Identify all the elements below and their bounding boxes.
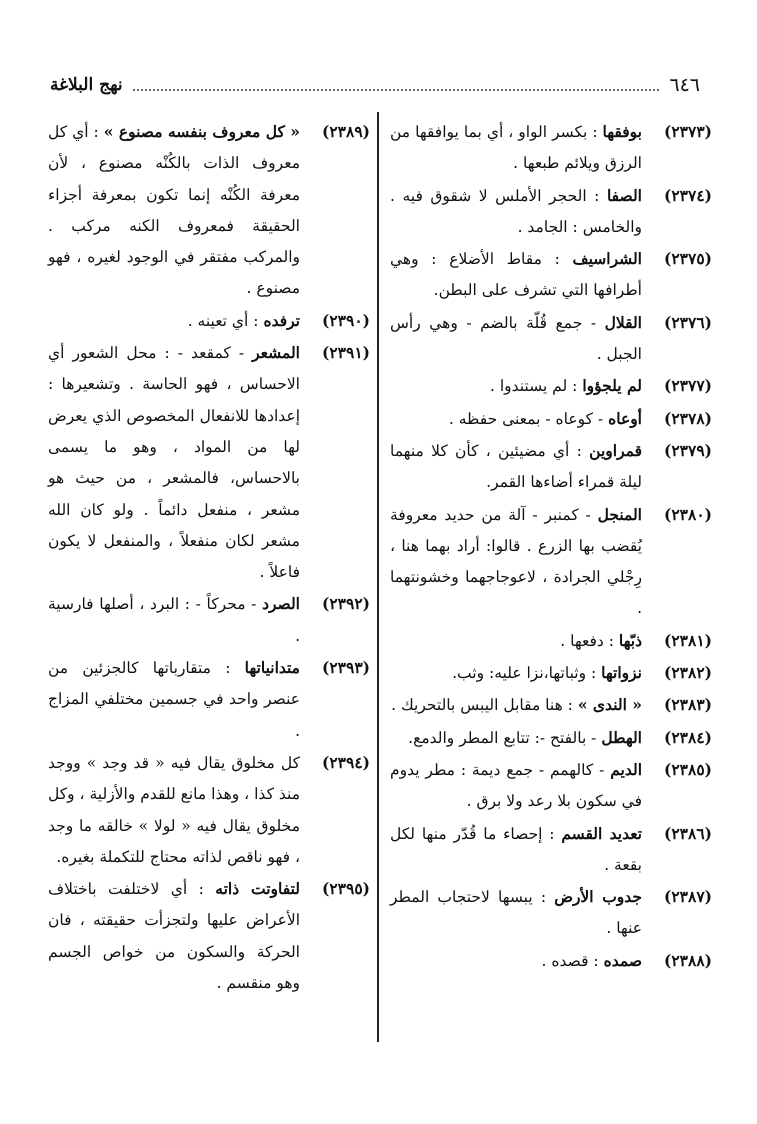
note-body (390, 657, 642, 689)
note-headword: ترفده (263, 310, 300, 330)
note-headword: قمراوين (589, 440, 642, 460)
note-number: (٢٣٧٧) (664, 376, 712, 396)
note-entry (48, 337, 370, 588)
note-headword: الديم (610, 759, 642, 779)
note-body (390, 689, 642, 721)
note-text: : أي كل معروف الذات بالكُنْه مصنوع ، لأن معرفة الكُنْه إنما تكون بمعرفة أجزاء الحقيقة فمعروف الكنه مركب . والمركب مفتقر في الوجود لغيره ، فهو مصنوع . (48, 123, 300, 298)
note-text: : دفعها . (560, 631, 614, 650)
note-headword: الشراسيف (572, 249, 642, 269)
note-entry (390, 625, 712, 657)
note-entry (390, 689, 712, 721)
note-number: (٢٣٨٧) (664, 887, 712, 907)
note-body (390, 403, 642, 435)
note-entry (390, 722, 712, 754)
note-body (390, 818, 642, 882)
note-text: : بكسر الواو ، أي بما يوافقها من الرزق ويلائم طبعها . (390, 123, 642, 173)
column-divider (377, 112, 379, 1042)
note-text: - كالهمم - جمع ديمة : مطر يدوم في سكون بلا رعد ولا برق . (390, 760, 642, 811)
page-header (50, 72, 700, 98)
note-body (390, 370, 642, 402)
note-text: : أي مضيئين ، كأن كلا منهما ليلة قمراء أضاءها القمر. (390, 441, 642, 492)
note-entry (390, 116, 712, 180)
book-title: نهج البلاغة (50, 75, 123, 95)
note-text: - بالفتح -: تتابع المطر والدمع. (408, 728, 597, 747)
note-headword: المنجل (597, 504, 642, 524)
note-entry (48, 873, 370, 999)
note-text: : أي تعينه . (187, 311, 259, 330)
note-headword: صمده (603, 950, 642, 970)
note-entry (390, 499, 712, 625)
note-entry (390, 754, 712, 818)
note-number: (٢٣٩٠) (322, 310, 370, 330)
note-number: (٢٣٨٢) (664, 663, 712, 683)
note-headword: الصفا (606, 185, 642, 205)
note-number: (٢٣٨٠) (664, 504, 712, 524)
note-headword: المشعر (252, 343, 300, 363)
note-body (48, 747, 300, 873)
note-number: (٢٣٨٨) (664, 950, 712, 970)
note-headword: جدوب الأرض (554, 887, 642, 907)
note-number: (٢٣٨٩) (322, 122, 370, 141)
note-text: : مقاط الأضلاع : وهي أطرافها التي تشرف على البطن. (390, 250, 642, 300)
note-text: : متقارباتها كالجزئين من عنصر واحد في جسمين مختلفي المزاج . (48, 659, 300, 740)
note-body (390, 754, 642, 818)
note-text: : يبسها لاحتجاب المطر عنها . (390, 888, 642, 938)
note-body (390, 722, 642, 754)
note-entry (390, 243, 712, 307)
note-entry (48, 305, 370, 337)
note-entry (48, 588, 370, 652)
note-entry (390, 307, 712, 371)
note-body (390, 180, 642, 244)
note-entry (48, 747, 370, 873)
note-headword: ذبّها (618, 630, 642, 650)
note-text: : قصده . (541, 951, 599, 970)
note-body (48, 588, 300, 652)
note-number: (٢٣٧٨) (664, 408, 712, 428)
note-headword: القلال (604, 312, 642, 332)
note-headword: الصرد (262, 594, 300, 614)
note-body (390, 881, 642, 945)
note-text: : إحصاء ما قُدّر منها لكل بقعة . (390, 824, 642, 874)
note-entry (48, 116, 370, 305)
note-body (48, 652, 300, 747)
note-entry (390, 180, 712, 244)
note-body (390, 499, 642, 625)
note-headword: أوعاه (608, 408, 642, 428)
note-text: - كوعاه - بمعنى حفظه . (448, 409, 604, 428)
note-headword: لتفاوتت ذاته (215, 879, 300, 899)
note-body (390, 307, 642, 371)
note-entry (390, 945, 712, 977)
right-column (390, 116, 712, 977)
note-text: - جمع قُلّة بالضم - وهي رأس الجبل . (390, 313, 642, 364)
note-number: (٢٣٨١) (664, 630, 712, 650)
note-body (390, 945, 642, 977)
note-headword: « الندى » (577, 695, 642, 715)
note-headword: تعديد القسم (561, 823, 642, 843)
note-text: : لم يستندوا . (489, 377, 578, 396)
note-headword: بوفقها (602, 122, 642, 141)
note-text: : أي لاختلفت باختلاف الأعراض عليها ولتجزأت حقيقته ، فان الحركة والسكون من خواص الجسم وهو منقسم . (48, 880, 300, 993)
note-number: (٢٣٩٤) (322, 752, 370, 772)
note-number: (٢٣٨٣) (664, 695, 712, 715)
note-number: (٢٣٩٣) (322, 658, 370, 678)
note-body (48, 116, 300, 305)
header-dotted-leader (133, 79, 660, 91)
left-column (48, 116, 370, 999)
note-entry (390, 403, 712, 435)
note-number: (٢٣٩٥) (322, 879, 370, 899)
note-number: (٢٣٨٥) (664, 759, 712, 779)
note-number: (٢٣٧٣) (664, 122, 712, 141)
note-text: - كمنبر - آلة من حديد معروفة يُقضب بها الزرع . قالوا: أراد بهما هنا ، رِجْلي الجرادة ، لاعوجاجهما وخشونتهما . (390, 505, 642, 618)
note-text: : وثباتها،نزا عليه: وثب. (452, 664, 597, 683)
note-entry (390, 435, 712, 499)
note-number: (٢٣٨٦) (664, 823, 712, 843)
note-number: (٢٣٧٦) (664, 312, 712, 332)
note-number: (٢٣٩٢) (322, 594, 370, 614)
note-body (390, 435, 642, 499)
note-text: - محركاً - : البرد ، أصلها فارسية . (48, 595, 300, 645)
note-body (390, 116, 642, 180)
note-body (390, 625, 642, 657)
note-body (48, 873, 300, 999)
note-text: كل مخلوق يقال فيه « قد وجد » ووجد منذ كذا ، وهذا مانع للقدم والأزلية ، وكل مخلوق يقال فيه « لولا » خالقه ما وجد ، فهو ناقص لذاته محتاج للتكملة بغيره. (48, 753, 300, 866)
note-text: : هنا مقابل اليبس بالتحريك . (391, 696, 573, 715)
note-entry (48, 652, 370, 747)
note-text: - كمقعد - : محل الشعور أي الاحساس ، فهو الحاسة . وتشعيرها : إعدادها للانفعال المخصوص الذي يعرض لها من المواد ، وهو ما يسمى بالاحساس، فالمشعر ، من حيث هو مشعر ، منفعل دائماً . ولو كان الله مشعر لكان منفعلاً ، والمنفعل لا يكون فاعلاً . (48, 344, 300, 582)
note-body (390, 243, 642, 307)
note-text: : الحجر الأملس لا شقوق فيه . والخامس : الجامد . (390, 186, 642, 236)
note-headword: « كل معروف بنفسه مصنوع » (103, 122, 300, 141)
note-body (48, 337, 300, 588)
page-number: ٦٤٦ (669, 74, 700, 96)
note-entry (390, 370, 712, 402)
note-entry (390, 881, 712, 945)
note-entry (390, 657, 712, 689)
note-number: (٢٣٩١) (322, 343, 370, 363)
note-number: (٢٣٧٥) (664, 249, 712, 269)
note-headword: الهطل (601, 727, 642, 747)
note-headword: نزواتها (601, 663, 642, 683)
note-number: (٢٣٧٩) (664, 440, 712, 460)
note-headword: متدانياتها (244, 658, 300, 678)
note-entry (390, 818, 712, 882)
note-headword: لم يلجؤوا (582, 376, 642, 396)
note-number: (٢٣٧٤) (664, 185, 712, 205)
note-body (48, 305, 300, 337)
note-number: (٢٣٨٤) (664, 727, 712, 747)
